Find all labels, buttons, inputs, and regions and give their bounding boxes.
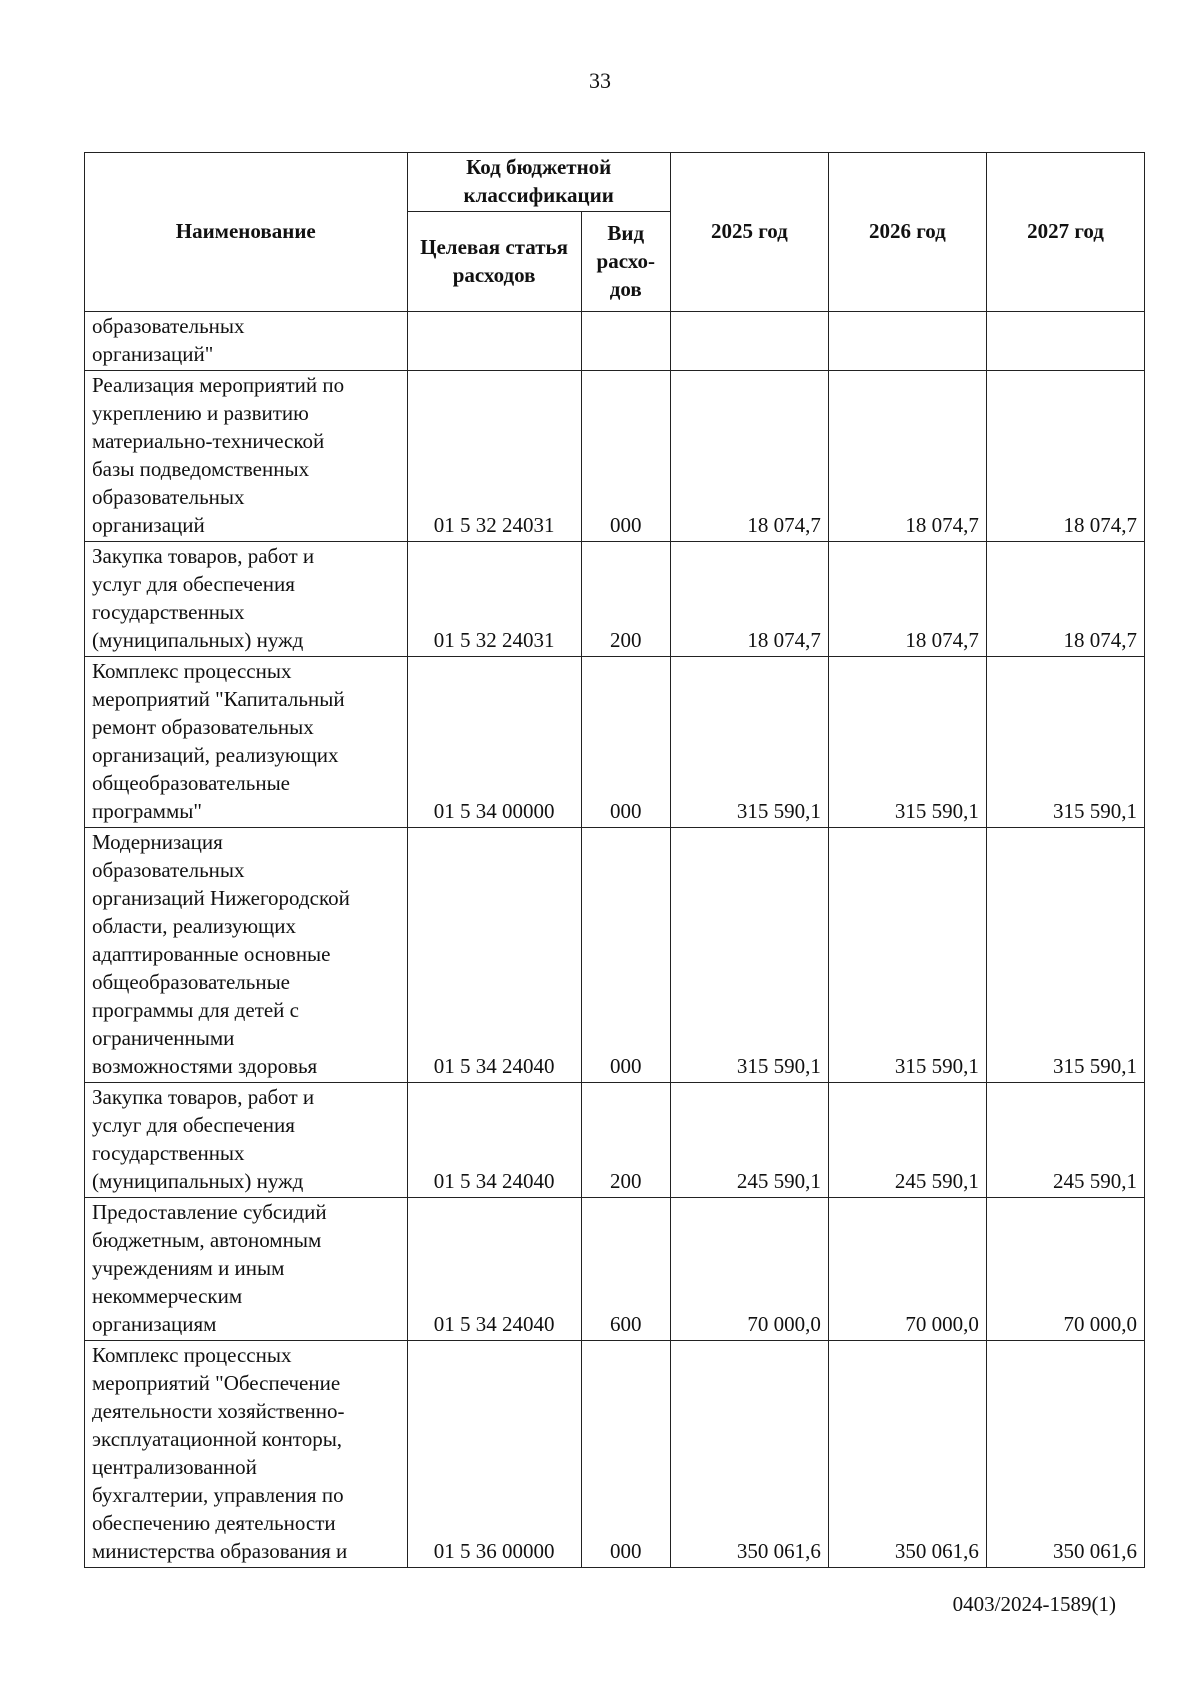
header-name: Наименование: [85, 153, 408, 312]
table-row: [85, 657, 1145, 828]
row-name: Комплекс процессных мероприятий "Обеспечение деятельности хозяйственно- эксплуатационной конторы, централизованной бухгалтерии, управления по обеспечению деятельности министерства образования и: [85, 1341, 408, 1568]
row-value-2025: 315 590,1: [670, 828, 828, 1083]
row-value-2027: 315 590,1: [986, 828, 1144, 1083]
row-value-2026: 18 074,7: [828, 542, 986, 657]
row-expense-type: [581, 312, 670, 371]
row-value-2026: 245 590,1: [828, 1083, 986, 1198]
row-value-2025: 18 074,7: [670, 371, 828, 542]
row-value-2025: 70 000,0: [670, 1198, 828, 1341]
row-value-2025: [670, 312, 828, 371]
row-value-2027: 315 590,1: [986, 657, 1144, 828]
table-row: [85, 542, 1145, 657]
row-value-2027: 350 061,6: [986, 1341, 1144, 1568]
row-expense-type: 000: [581, 657, 670, 828]
row-value-2027: 245 590,1: [986, 1083, 1144, 1198]
row-value-2026: 350 061,6: [828, 1341, 986, 1568]
row-name: Модернизация образовательных организаций Нижегородской области, реализующих адаптированные основные общеобразовательные программы для детей с ограниченными возможностями здоровья: [85, 828, 408, 1083]
row-value-2025: 350 061,6: [670, 1341, 828, 1568]
row-name: Закупка товаров, работ и услуг для обеспечения государственных (муниципальных) нужд: [85, 1083, 408, 1198]
row-name: Предоставление субсидий бюджетным, автономным учреждениям и иным некоммерческим организациям: [85, 1198, 408, 1341]
table-body: [85, 312, 1145, 1568]
row-name: Закупка товаров, работ и услуг для обеспечения государственных (муниципальных) нужд: [85, 542, 408, 657]
row-target-code: 01 5 34 24040: [407, 1083, 581, 1198]
row-value-2025: 245 590,1: [670, 1083, 828, 1198]
row-target-code: 01 5 32 24031: [407, 542, 581, 657]
row-value-2026: 315 590,1: [828, 657, 986, 828]
row-target-code: 01 5 34 24040: [407, 828, 581, 1083]
row-value-2027: 18 074,7: [986, 542, 1144, 657]
row-expense-type: 200: [581, 542, 670, 657]
row-value-2026: 70 000,0: [828, 1198, 986, 1341]
budget-table: [84, 152, 1145, 1568]
header-year-2026: 2026 год: [828, 153, 986, 312]
row-target-code: 01 5 32 24031: [407, 371, 581, 542]
row-target-code: 01 5 34 00000: [407, 657, 581, 828]
header-year-2025: 2025 год: [670, 153, 828, 312]
row-value-2026: [828, 312, 986, 371]
row-value-2027: 18 074,7: [986, 371, 1144, 542]
row-value-2027: 70 000,0: [986, 1198, 1144, 1341]
row-name: образовательных организаций": [85, 312, 408, 371]
row-value-2025: 315 590,1: [670, 657, 828, 828]
table-row: [85, 1198, 1145, 1341]
row-name: Комплекс процессных мероприятий "Капитальный ремонт образовательных организаций, реализующих общеобразовательные программы": [85, 657, 408, 828]
header-expense-type: Вид расхо-дов: [581, 212, 670, 312]
table-row: [85, 1083, 1145, 1198]
row-value-2025: 18 074,7: [670, 542, 828, 657]
row-expense-type: 000: [581, 828, 670, 1083]
row-value-2026: 315 590,1: [828, 828, 986, 1083]
row-target-code: 01 5 36 00000: [407, 1341, 581, 1568]
document-number: 0403/2024-1589(1): [952, 1592, 1116, 1616]
header-kbk-group: Код бюджетной классификации: [407, 153, 670, 212]
row-value-2026: 18 074,7: [828, 371, 986, 542]
row-expense-type: 600: [581, 1198, 670, 1341]
header-year-2027: 2027 год: [986, 153, 1144, 312]
table-header: [85, 153, 1145, 312]
row-expense-type: 200: [581, 1083, 670, 1198]
page-number: 33: [589, 68, 611, 93]
header-target-article: Целевая статья расходов: [407, 212, 581, 312]
table-row: [85, 828, 1145, 1083]
table-row: [85, 312, 1145, 371]
row-expense-type: 000: [581, 371, 670, 542]
table-row: [85, 1341, 1145, 1568]
row-target-code: [407, 312, 581, 371]
row-name: Реализация мероприятий по укреплению и развитию материально-технической базы подведомственных образовательных организаций: [85, 371, 408, 542]
table-row: [85, 371, 1145, 542]
row-target-code: 01 5 34 24040: [407, 1198, 581, 1341]
row-expense-type: 000: [581, 1341, 670, 1568]
row-value-2027: [986, 312, 1144, 371]
